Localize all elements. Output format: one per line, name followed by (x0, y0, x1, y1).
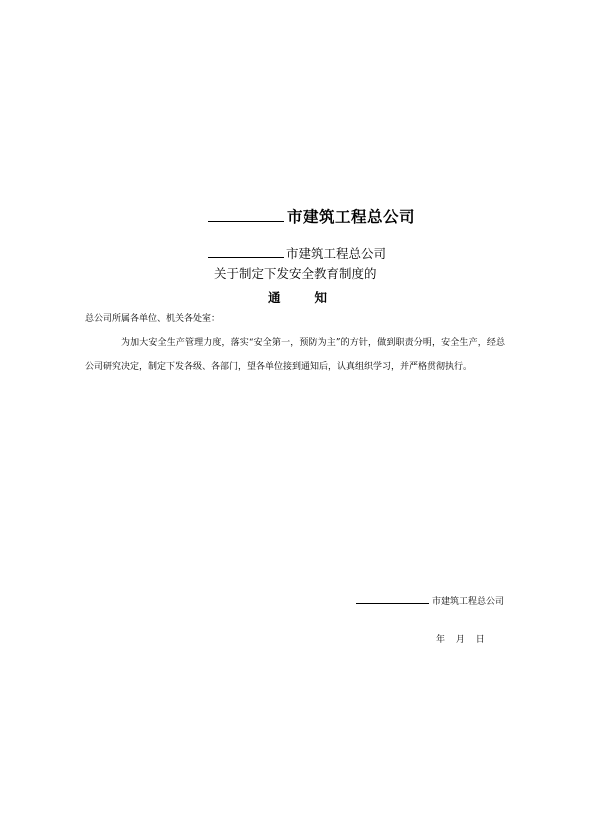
header-blank-line (208, 207, 284, 222)
notice-char-1: 通 (268, 290, 281, 305)
issuer-blank-line (208, 245, 284, 258)
document-header (208, 205, 590, 227)
notice-title: 关于制定下发安全教育制度的 (214, 266, 377, 281)
letter-body: 为加大安全生产管理力度，落实“安全第一，预防为主”的方针，做到职责分明，安全生产，经总公司研究决定，制定下发各级、各部门，望各单位接到通知后，认真组织学习，并严格贯彻执行。 (85, 338, 505, 372)
notice-label (268, 288, 590, 306)
signature-block (356, 594, 504, 607)
signature-blank-line (356, 594, 429, 604)
issuer-org-name: 市建筑工程总公司 (286, 246, 387, 261)
notice-issuer (208, 244, 590, 262)
signature-org-name: 市建筑工程总公司 (432, 597, 505, 607)
letter-salutation: 总公司所属各单位、机关各处室： (85, 314, 221, 324)
header-org-name: 市建筑工程总公司 (287, 208, 416, 226)
date-line: 年 月 日 (436, 635, 485, 645)
notice-char-2: 知 (314, 290, 328, 305)
